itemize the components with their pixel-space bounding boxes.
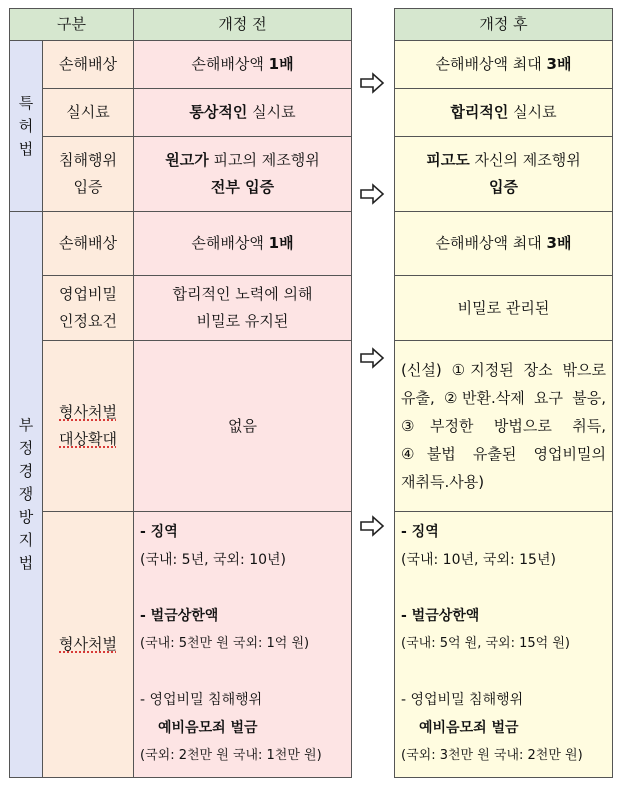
text-bold: 합리적인: [450, 103, 509, 121]
right-arrow-icon: [359, 72, 385, 94]
after-text: 비밀로 관리된: [457, 298, 550, 317]
text-bold: 원고가: [165, 151, 209, 169]
text-bold: 3배: [546, 55, 572, 73]
header-category-text: 구분: [57, 15, 86, 33]
row-label-line: 인정요건: [59, 312, 117, 330]
row-label: [42, 136, 134, 212]
before-cell: [133, 340, 352, 512]
before-cell: [133, 40, 352, 89]
before-text: 없음: [228, 416, 257, 435]
penalty-heading: - 징역: [401, 524, 439, 540]
after-cell: [394, 88, 613, 137]
section-char: 방: [18, 508, 34, 526]
section-char: 법: [18, 139, 34, 158]
spacer: [140, 574, 144, 602]
text-part: 손해배상액 최대: [435, 55, 547, 73]
right-arrow-icon: [359, 183, 385, 205]
penalty-heading: - 벌금상한액: [140, 608, 219, 624]
before-text: [191, 51, 293, 78]
text-part: 자신의 제조행위: [469, 151, 581, 169]
after-cell: [394, 136, 613, 212]
section-char: 부: [18, 416, 34, 434]
section-char: 정: [18, 439, 34, 457]
after-cell: [394, 40, 613, 89]
row-label-line: 대상확대: [59, 430, 117, 448]
penalty-heading: - 영업비밀 침해행위: [140, 692, 263, 708]
before-line: 합리적인 노력에 의해: [172, 285, 313, 303]
right-arrow-icon: [359, 515, 385, 537]
penalty-detail: (국외: 3천만 원 국내: 2천만 원): [401, 748, 583, 763]
before-line: [211, 174, 274, 201]
after-cell: [394, 275, 613, 341]
section-char: 쟁: [18, 485, 34, 503]
after-cell: [394, 511, 613, 778]
text-part: 실시료: [247, 103, 296, 121]
header-after-text: 개정 후: [479, 15, 528, 33]
after-text: [450, 99, 556, 126]
text-bold: 전부 입증: [210, 178, 275, 196]
row-label: [42, 511, 134, 778]
before-text: [189, 99, 295, 126]
before-cell: [133, 275, 352, 341]
row-label: [42, 211, 134, 276]
row-label-line: 영업비밀: [59, 285, 117, 303]
row-label: [42, 340, 134, 512]
penalty-heading-bold: 예비음모죄 벌금: [419, 720, 519, 736]
header-before-text: 개정 전: [218, 15, 267, 33]
text-part: 손해배상액 최대: [435, 234, 547, 252]
before-cell: [133, 88, 352, 137]
penalty-detail: (국내: 5년, 국외: 10년): [140, 552, 287, 568]
row-label-text: 손해배상: [59, 234, 117, 252]
section-char: 법: [18, 554, 34, 572]
penalty-detail: (국내: 5천만 원 국외: 1억 원): [140, 636, 310, 651]
spacer: [140, 658, 144, 686]
before-cell: [133, 211, 352, 276]
section-unfair-competition-law: [9, 211, 43, 778]
text-part: 손해배상액: [191, 234, 269, 252]
text-bold: 1배: [268, 234, 294, 252]
penalty-heading-bold: 예비음모죄 벌금: [158, 720, 258, 736]
text-bold: 피고도: [426, 151, 470, 169]
row-label-line: 입증: [73, 178, 103, 196]
after-text: (신설) ①지정된 장소 밖으로 유출, ②반환.삭제 요구 불응, ③부정한 방법으로 취득, ④불법 유출된 영업비밀의 재취득.사용): [401, 361, 606, 491]
row-label-text: 실시료: [66, 103, 110, 121]
penalty-detail: (국내: 10년, 국외: 15년): [401, 552, 556, 568]
before-cell: [133, 136, 352, 212]
section-patent-law: [9, 40, 43, 212]
before-line: 비밀로 유지된: [196, 312, 289, 330]
after-line: [426, 147, 580, 174]
header-before: [133, 8, 352, 41]
row-label: [42, 40, 134, 89]
spacer: [401, 574, 405, 602]
header-category: [9, 8, 134, 41]
row-label: [42, 275, 134, 341]
penalty-detail: (국외: 2천만 원 국내: 1천만 원): [140, 748, 322, 763]
section-char: 지: [18, 531, 34, 549]
row-label-line: 형사처벌: [59, 403, 117, 421]
text-bold: 입증: [489, 178, 518, 196]
penalty-heading: - 영업비밀 침해행위: [401, 692, 524, 708]
after-text: [436, 51, 572, 78]
row-label-line: 침해행위: [59, 151, 117, 169]
text-bold: 1배: [268, 55, 294, 73]
after-text: [436, 230, 572, 257]
text-bold: 통상적인: [189, 103, 248, 121]
after-cell: [394, 211, 613, 276]
text-part: 피고의 제조행위: [208, 151, 320, 169]
before-cell: [133, 511, 352, 778]
penalty-detail: (국내: 5억 원, 국외: 15억 원): [401, 636, 570, 651]
right-arrow-icon: [359, 347, 385, 369]
spacer: [401, 658, 405, 686]
text-part: 실시료: [508, 103, 557, 121]
section-char: 경: [18, 462, 34, 480]
section-char: 특: [18, 93, 34, 112]
row-label: [42, 88, 134, 137]
after-line: [489, 174, 518, 201]
before-line: [165, 147, 319, 174]
section-char: 허: [18, 116, 34, 135]
penalty-heading: - 벌금상한액: [401, 608, 480, 624]
row-label-text: 형사처벌: [59, 635, 117, 653]
header-after: [394, 8, 613, 41]
after-cell: [394, 340, 613, 512]
before-text: [191, 230, 293, 257]
text-bold: 3배: [546, 234, 572, 252]
text-part: 손해배상액: [191, 55, 269, 73]
row-label-text: 손해배상: [59, 55, 117, 73]
penalty-heading: - 징역: [140, 524, 178, 540]
